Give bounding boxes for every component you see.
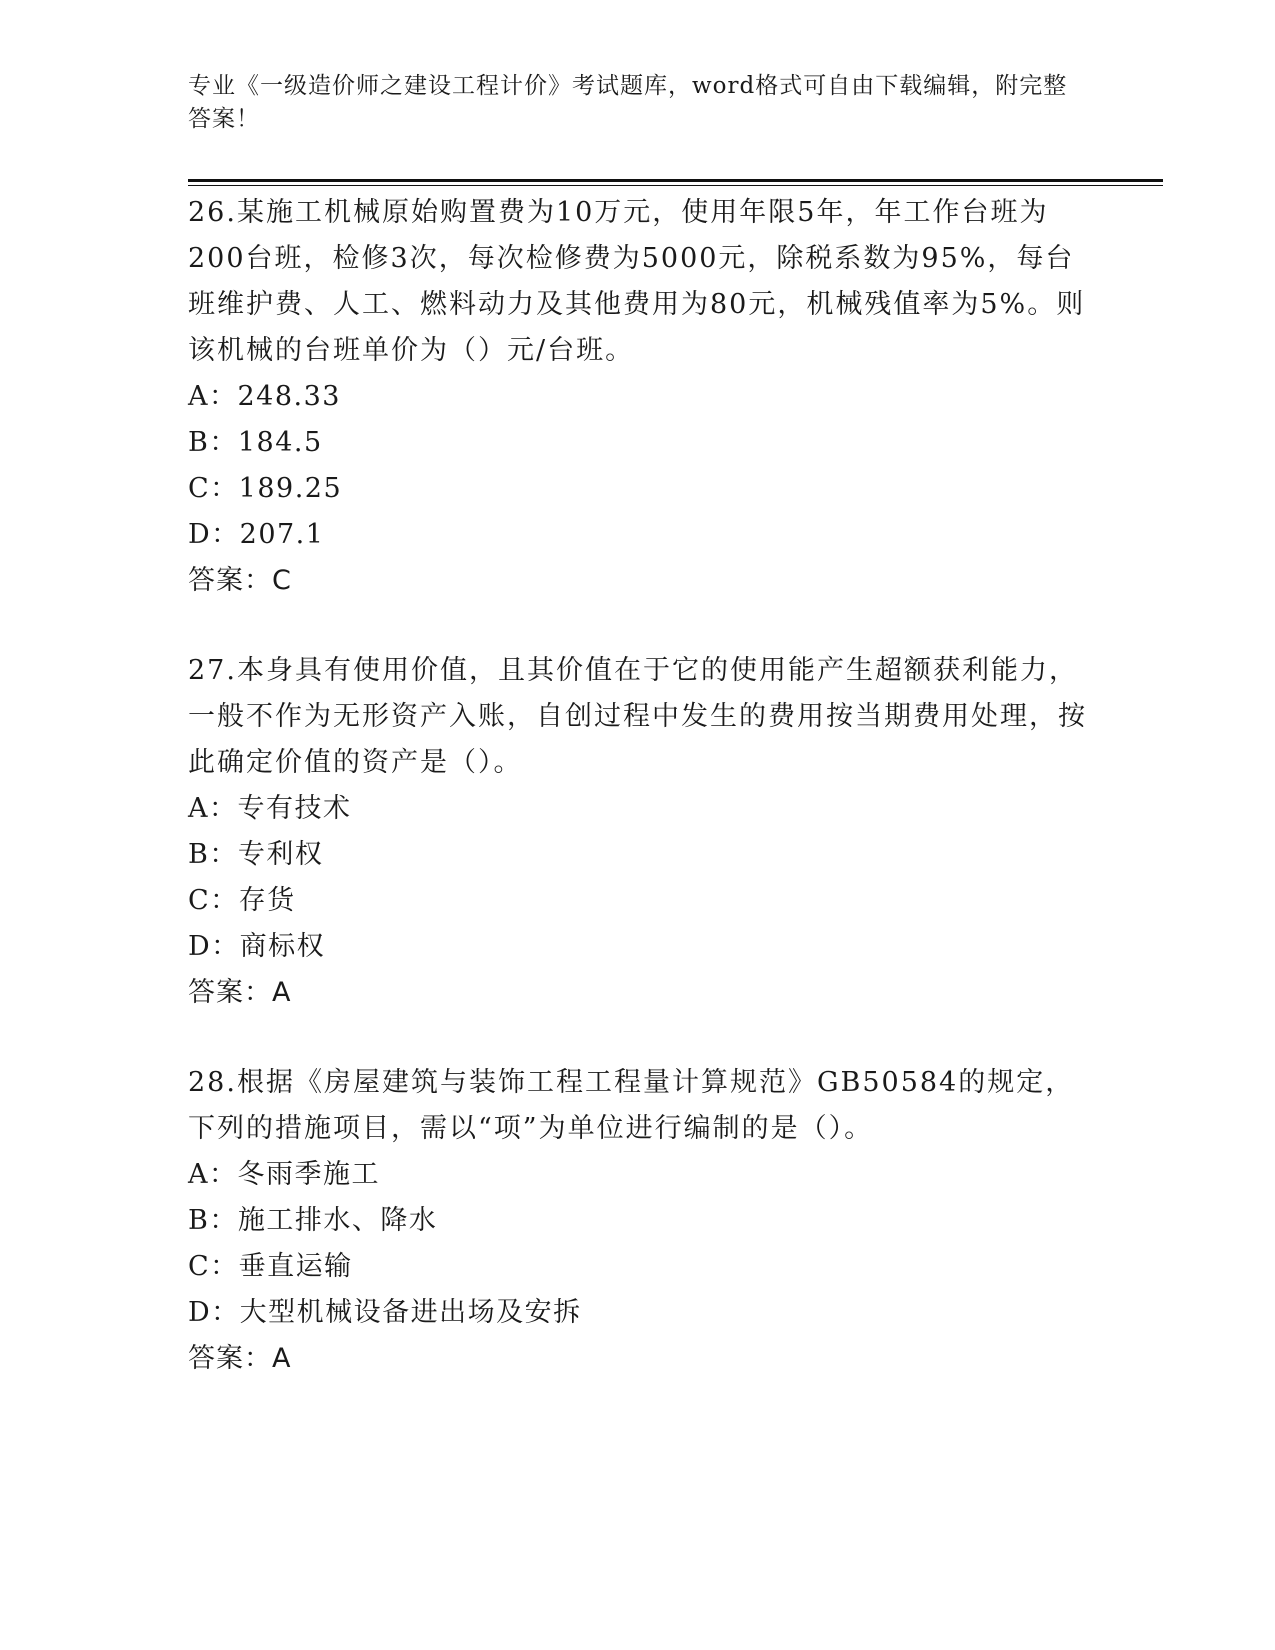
question-26 — [188, 190, 1088, 604]
option-a: A：冬雨季施工 — [188, 1159, 380, 1190]
option-c: C：189.25 — [188, 473, 343, 504]
option-b: B：184.5 — [188, 427, 323, 458]
question-stem: 28.根据《房屋建筑与装饰工程工程量计算规范》GB50584的规定，下列的措施项目，需以“项”为单位进行编制的是（）。 — [188, 1067, 1075, 1144]
answer: 答案：A — [188, 977, 292, 1008]
option-d: D：大型机械设备进出场及安拆 — [188, 1297, 582, 1328]
question-stem: 27.本身具有使用价值，且其价值在于它的使用能产生超额获利能力，一般不作为无形资产入账，自创过程中发生的费用按当期费用处理，按此确定价值的资产是（）。 — [188, 655, 1087, 778]
question-28 — [188, 1060, 1088, 1382]
option-d: D：207.1 — [188, 519, 325, 550]
question-27 — [188, 648, 1088, 1016]
document-header: 专业《一级造价师之建设工程计价》考试题库，word格式可自由下载编辑，附完整答案！ — [188, 73, 1068, 132]
option-c: C：存货 — [188, 885, 296, 916]
option-c: C：垂直运输 — [188, 1251, 353, 1282]
option-b: B：施工排水、降水 — [188, 1205, 438, 1236]
option-a: A：专有技术 — [188, 793, 352, 824]
option-b: B：专利权 — [188, 839, 324, 870]
question-stem: 26.某施工机械原始购置费为10万元，使用年限5年，年工作台班为200台班，检修3次，每次检修费为5000元，除税系数为95%，每台班维护费、人工、燃料动力及其他费用为80元，机械残值率为5%。则该机械的台班单价为（）元/台班。 — [188, 197, 1086, 366]
header-rule-thick — [188, 179, 1163, 182]
option-d: D：商标权 — [188, 931, 326, 962]
answer: 答案：A — [188, 1343, 292, 1374]
option-a: A：248.33 — [188, 381, 341, 412]
answer: 答案：C — [188, 565, 292, 596]
header-rule-thin — [188, 185, 1163, 186]
question-list — [188, 190, 1088, 1426]
